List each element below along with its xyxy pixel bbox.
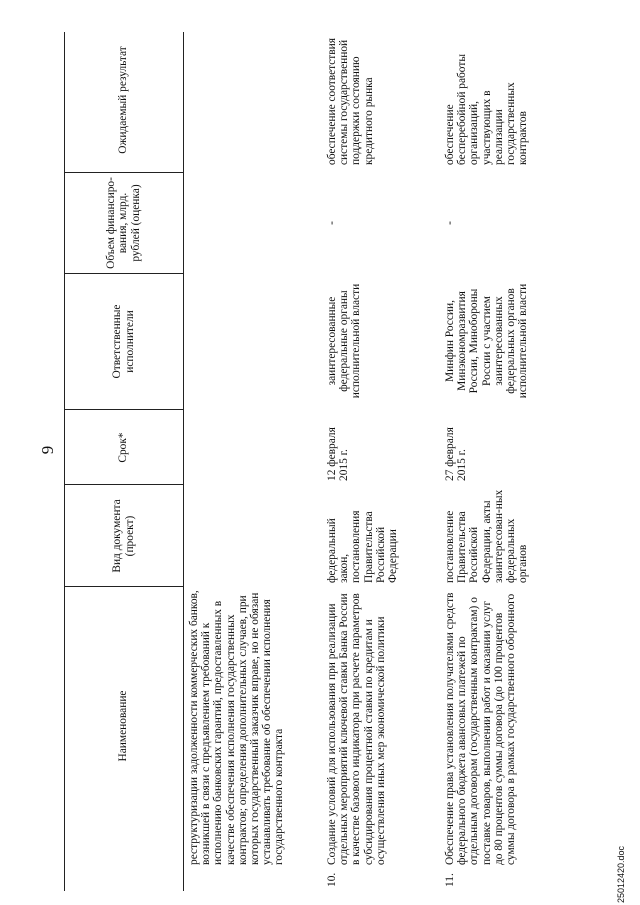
row-doc-type: федеральный закон, постановления Правительства Российской Федерации: [326, 510, 400, 583]
row-result: обеспечение бесперебойной работы организаций, участвующих в реализации государственных контрактов: [444, 54, 530, 165]
row-number: 11.: [444, 873, 456, 887]
row-doc-type: постановление Правительства Российской Федерации, акты заинтересован-ных федеральных органов: [444, 489, 530, 583]
document-code: 25012420.doc: [616, 845, 626, 903]
row-responsible: Минфин России, Минэкономразвития России, Минобороны России с участием заинтересованных федеральных органов исполнительной власти: [444, 283, 530, 399]
row-name: Обеспечение права установления получателями средств федерального бюджета авансовых платежей по отдельным договорам (государственным контрактам) о поставке товаров, выполнении работ и оказании услуг до 80 процентов суммы договора (до 100 процентов суммы договора в рамках государственного оборонного: [444, 592, 518, 865]
page-number: 9: [38, 445, 57, 455]
header-doc-type: Вид документа (проект): [111, 499, 136, 573]
row-funding: -: [444, 221, 456, 225]
header-result: Ожидаемый результат: [117, 46, 130, 154]
row-responsible: заинтересованные федеральные органы исполнительной власти: [326, 283, 363, 399]
header-deadline: Срок*: [117, 432, 130, 463]
row-deadline: 27 февраля 2015 г.: [444, 427, 469, 481]
row-deadline: 12 февраля 2015 г.: [326, 427, 351, 481]
header-funding: Объем финансиро-вания, млрд. рублей (оценка): [105, 177, 142, 269]
col-divider: [64, 172, 183, 173]
header-name: Наименование: [117, 690, 130, 762]
continuation-name: реструктуризации задолженности коммерческих банков, возникшей в связи с предъявлением требований к исполнению банковских гарантий, предоставленных в качестве обеспечения исполнения государственных контрактов; определения дополнительных случаев, при которых государственный заказчик вправе, но не обязан устанавливать требование об обеспечении исполнения государственного контракта: [188, 590, 286, 865]
header-responsible: Ответственные исполнители: [111, 304, 136, 379]
col-divider: [64, 273, 183, 274]
header-bottom-rule: [183, 32, 184, 891]
row-funding: -: [326, 221, 338, 225]
row-number: 10.: [326, 872, 338, 887]
row-name: Создание условий для использования при реализации отдельных мероприятий ключевой ставки Банка России в качестве базового индикатора при расчете параметров субсидирования процентной ставки по кредитам и осуществления иных мер экономической политики: [326, 593, 387, 865]
row-result: обеспечение соответствия системы государственной поддержки состоянию кредитного рынка: [326, 38, 375, 165]
